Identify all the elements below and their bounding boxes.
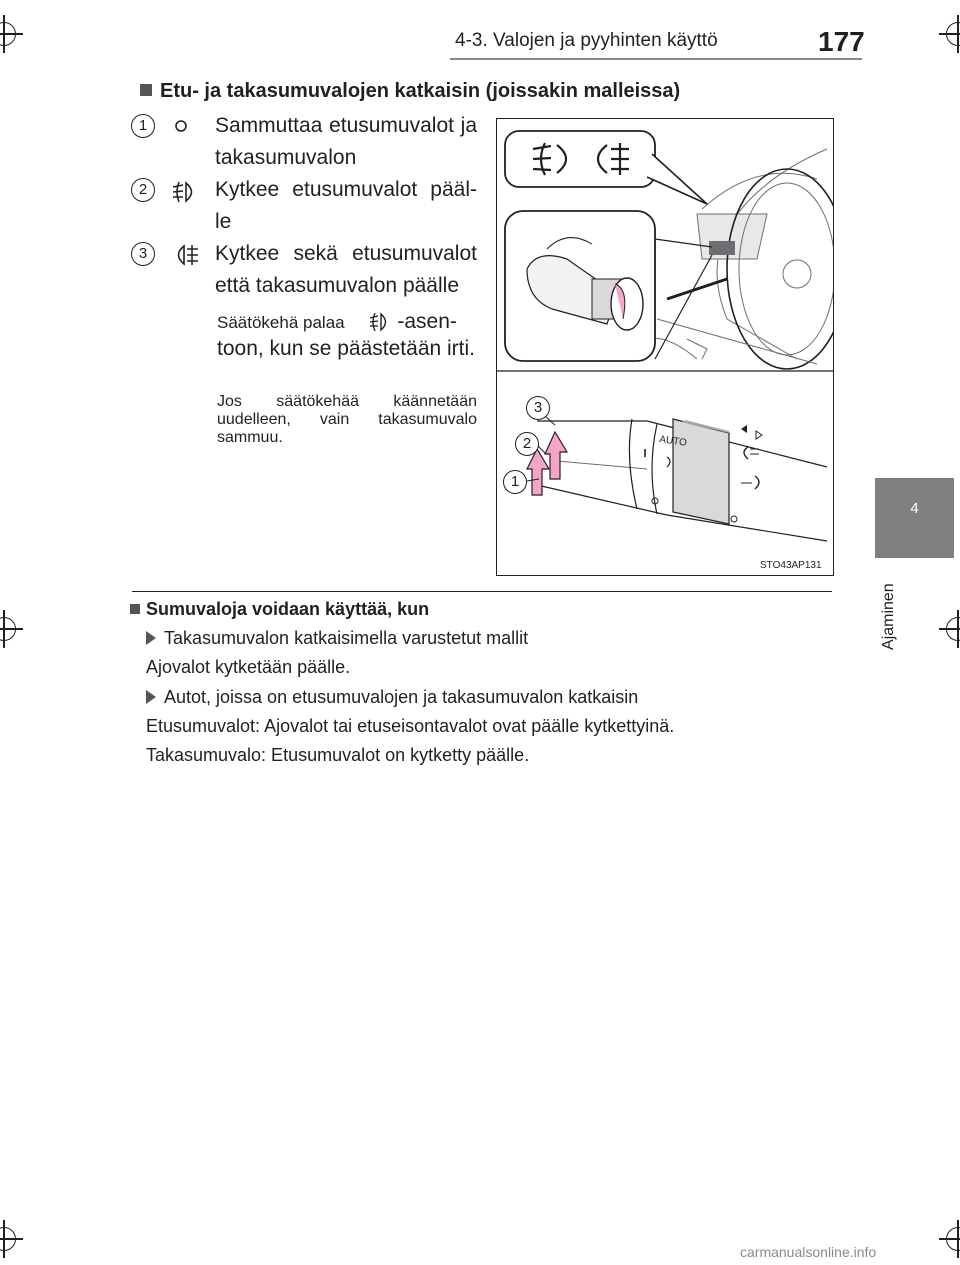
section-heading [140,80,680,103]
fog-switch-illustration [496,118,834,576]
chapter-tab [875,478,954,558]
triangle-bullet-icon [146,631,156,645]
front-fog-light-icon [170,180,200,204]
usage-line-1: Ajovalot kytketään päälle. [146,657,351,677]
crop-mark-top-right [946,22,960,46]
usage-bullet-1-text: Takasumuvalon katkaisimella varustetut mallit [164,628,529,648]
section-title: 4-3. Valojen ja pyyhinten käyttö [455,30,718,51]
item-text-3: Kytkee sekä etusumuvalot että takasumuvalon päälle [215,242,477,297]
figure-callout-1: 1 [503,470,527,494]
chapter-label-text: Ajaminen [880,583,897,650]
figure-callout-2: 2 [515,432,539,456]
item-number-2: 2 [131,178,155,202]
note-return-line1 [217,308,477,337]
item-number-1: 1 [131,114,155,138]
front-fog-light-icon [367,312,393,332]
page-number: 177 [818,26,865,57]
usage-bullet-1 [146,628,528,649]
fog-off-icon [173,118,189,134]
section-heading-text: Etu- ja takasumuvalojen katkaisin (joissakin malleissa) [160,80,681,102]
crop-mark-bottom-right [946,1227,960,1251]
note-return-after: -asen- [397,310,457,333]
usage-heading-text: Sumuvaloja voidaan käyttää, kun [146,599,430,619]
note-return-before: Säätökehä palaa [217,313,345,332]
figure-callout-3: 3 [526,396,550,420]
usage-line-2: Etusumuvalot: Ajovalot tai etuseisontavalot ovat päälle kytkettyinä. [146,716,675,736]
item-number-3: 3 [131,242,155,266]
item-text-2: Kytkee etusumuvalot pääl-le [215,178,477,233]
illustration-drawing [497,119,833,575]
crop-mark-bottom-left [0,1227,16,1251]
header-rule [450,58,862,60]
crop-mark-mid-right [946,617,960,641]
section-divider [132,591,832,592]
auto-label: AUTO [658,434,688,449]
note-again: Jos säätökehää käännetään uudelleen, vain takasumuvalo sammuu. [217,393,477,446]
figure-code: STO43AP131 [760,560,822,571]
item-text-1: Sammuttaa etusumuvalot ja takasumuvalon [215,114,477,169]
usage-heading [130,599,429,620]
usage-line-3: Takasumuvalo: Etusumuvalot on kytketty päälle. [146,745,530,765]
usage-bullet-2-text: Autot, joissa on etusumuvalojen ja takasumuvalon katkaisin [164,687,639,707]
triangle-bullet-icon [146,690,156,704]
usage-bullet-2 [146,687,638,708]
square-bullet-icon [130,604,140,614]
crop-mark-top-left [0,22,16,46]
stalk-drawing [527,409,827,541]
square-bullet-icon [140,84,152,96]
chapter-label [878,560,902,650]
note-return-rest: toon, kun se päästetään irti. [217,337,475,360]
footer-watermark: carmanualsonline.info [740,1244,877,1260]
chapter-number: 4 [910,500,919,517]
crop-mark-mid-left [0,617,16,641]
rear-fog-light-icon [172,243,202,267]
